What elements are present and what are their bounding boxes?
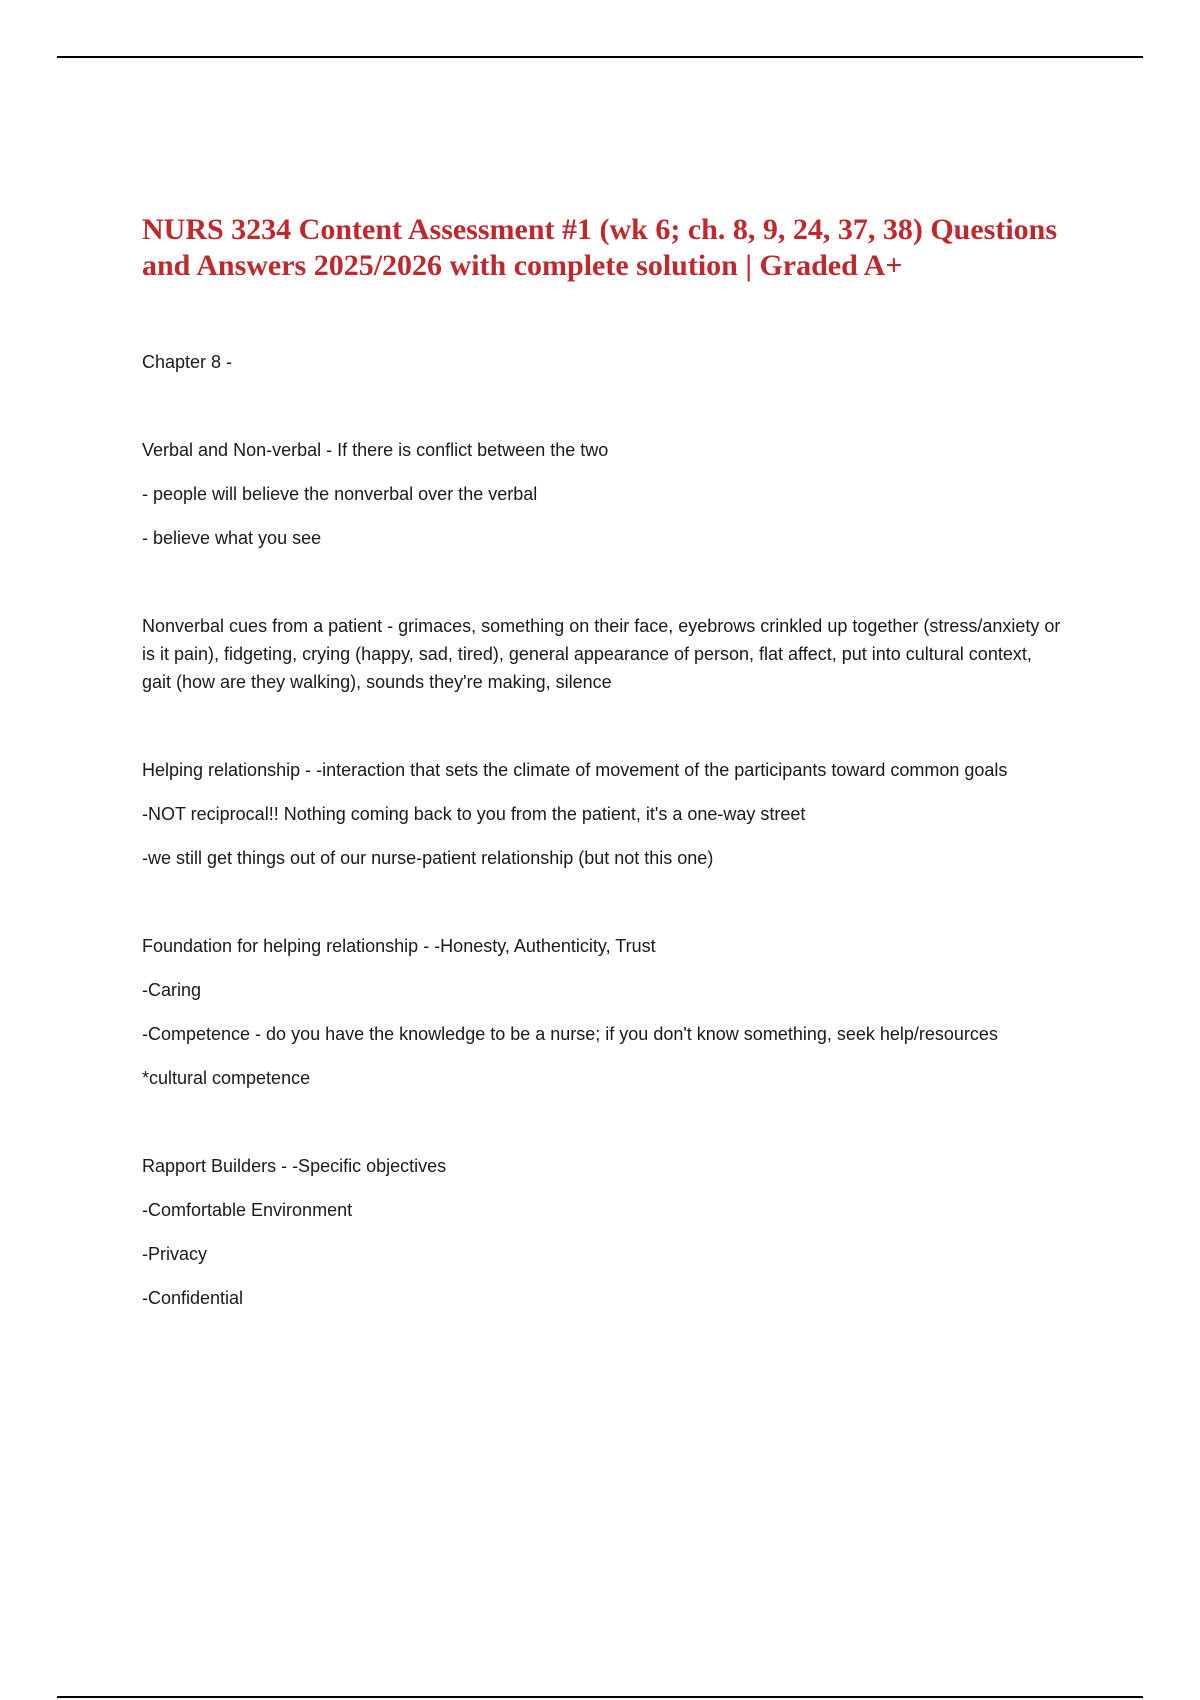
qa-answer-line: - people will believe the nonverbal over the verbal xyxy=(142,484,538,504)
qa-term-line: Nonverbal cues from a patient - grimaces, something on their face, eyebrows crinkled up together (stress/anxiety or is it pain), fidgeting, crying (happy, sad, tired), general appearance of person, flat affect, put into cultural context, gait (how are they walking), sounds they're making, silence xyxy=(142,616,1061,692)
qa-block-foundation xyxy=(142,932,1062,1092)
qa-term-line: Helping relationship - -interaction that sets the climate of movement of the participants toward common goals xyxy=(142,760,1008,780)
qa-answer-line: -Comfortable Environment xyxy=(142,1200,353,1220)
qa-answer-line: - believe what you see xyxy=(142,528,322,548)
header-rule xyxy=(57,56,1143,58)
qa-answer-line: *cultural competence xyxy=(142,1068,311,1088)
document-body xyxy=(142,212,1062,1372)
qa-block-rapport-builders xyxy=(142,1152,1062,1312)
qa-answer-line: -we still get things out of our nurse-patient relationship (but not this one) xyxy=(142,848,714,868)
qa-term-line: Rapport Builders - -Specific objectives xyxy=(142,1156,447,1176)
qa-answer-line: -NOT reciprocal!! Nothing coming back to you from the patient, it's a one-way street xyxy=(142,804,806,824)
qa-block-verbal-nonverbal xyxy=(142,436,1062,552)
qa-block-nonverbal-cues xyxy=(142,612,1062,696)
document-title: NURS 3234 Content Assessment #1 (wk 6; ch. 8, 9, 24, 37, 38) Questions and Answers 2025/2026 with complete solution | Graded A+ xyxy=(142,213,1058,282)
qa-answer-line: -Caring xyxy=(142,980,202,1000)
qa-answer-line: -Competence - do you have the knowledge to be a nurse; if you don't know something, seek help/resources xyxy=(142,1024,998,1044)
qa-answer-line: -Confidential xyxy=(142,1288,244,1308)
qa-block-helping-relationship xyxy=(142,756,1062,872)
footer-rule xyxy=(57,1696,1143,1698)
qa-term-line: Verbal and Non-verbal - If there is conflict between the two xyxy=(142,440,609,460)
qa-answer-line: -Privacy xyxy=(142,1244,208,1264)
qa-term-line: Foundation for helping relationship - -Honesty, Authenticity, Trust xyxy=(142,936,656,956)
chapter-heading: Chapter 8 - xyxy=(142,352,233,372)
